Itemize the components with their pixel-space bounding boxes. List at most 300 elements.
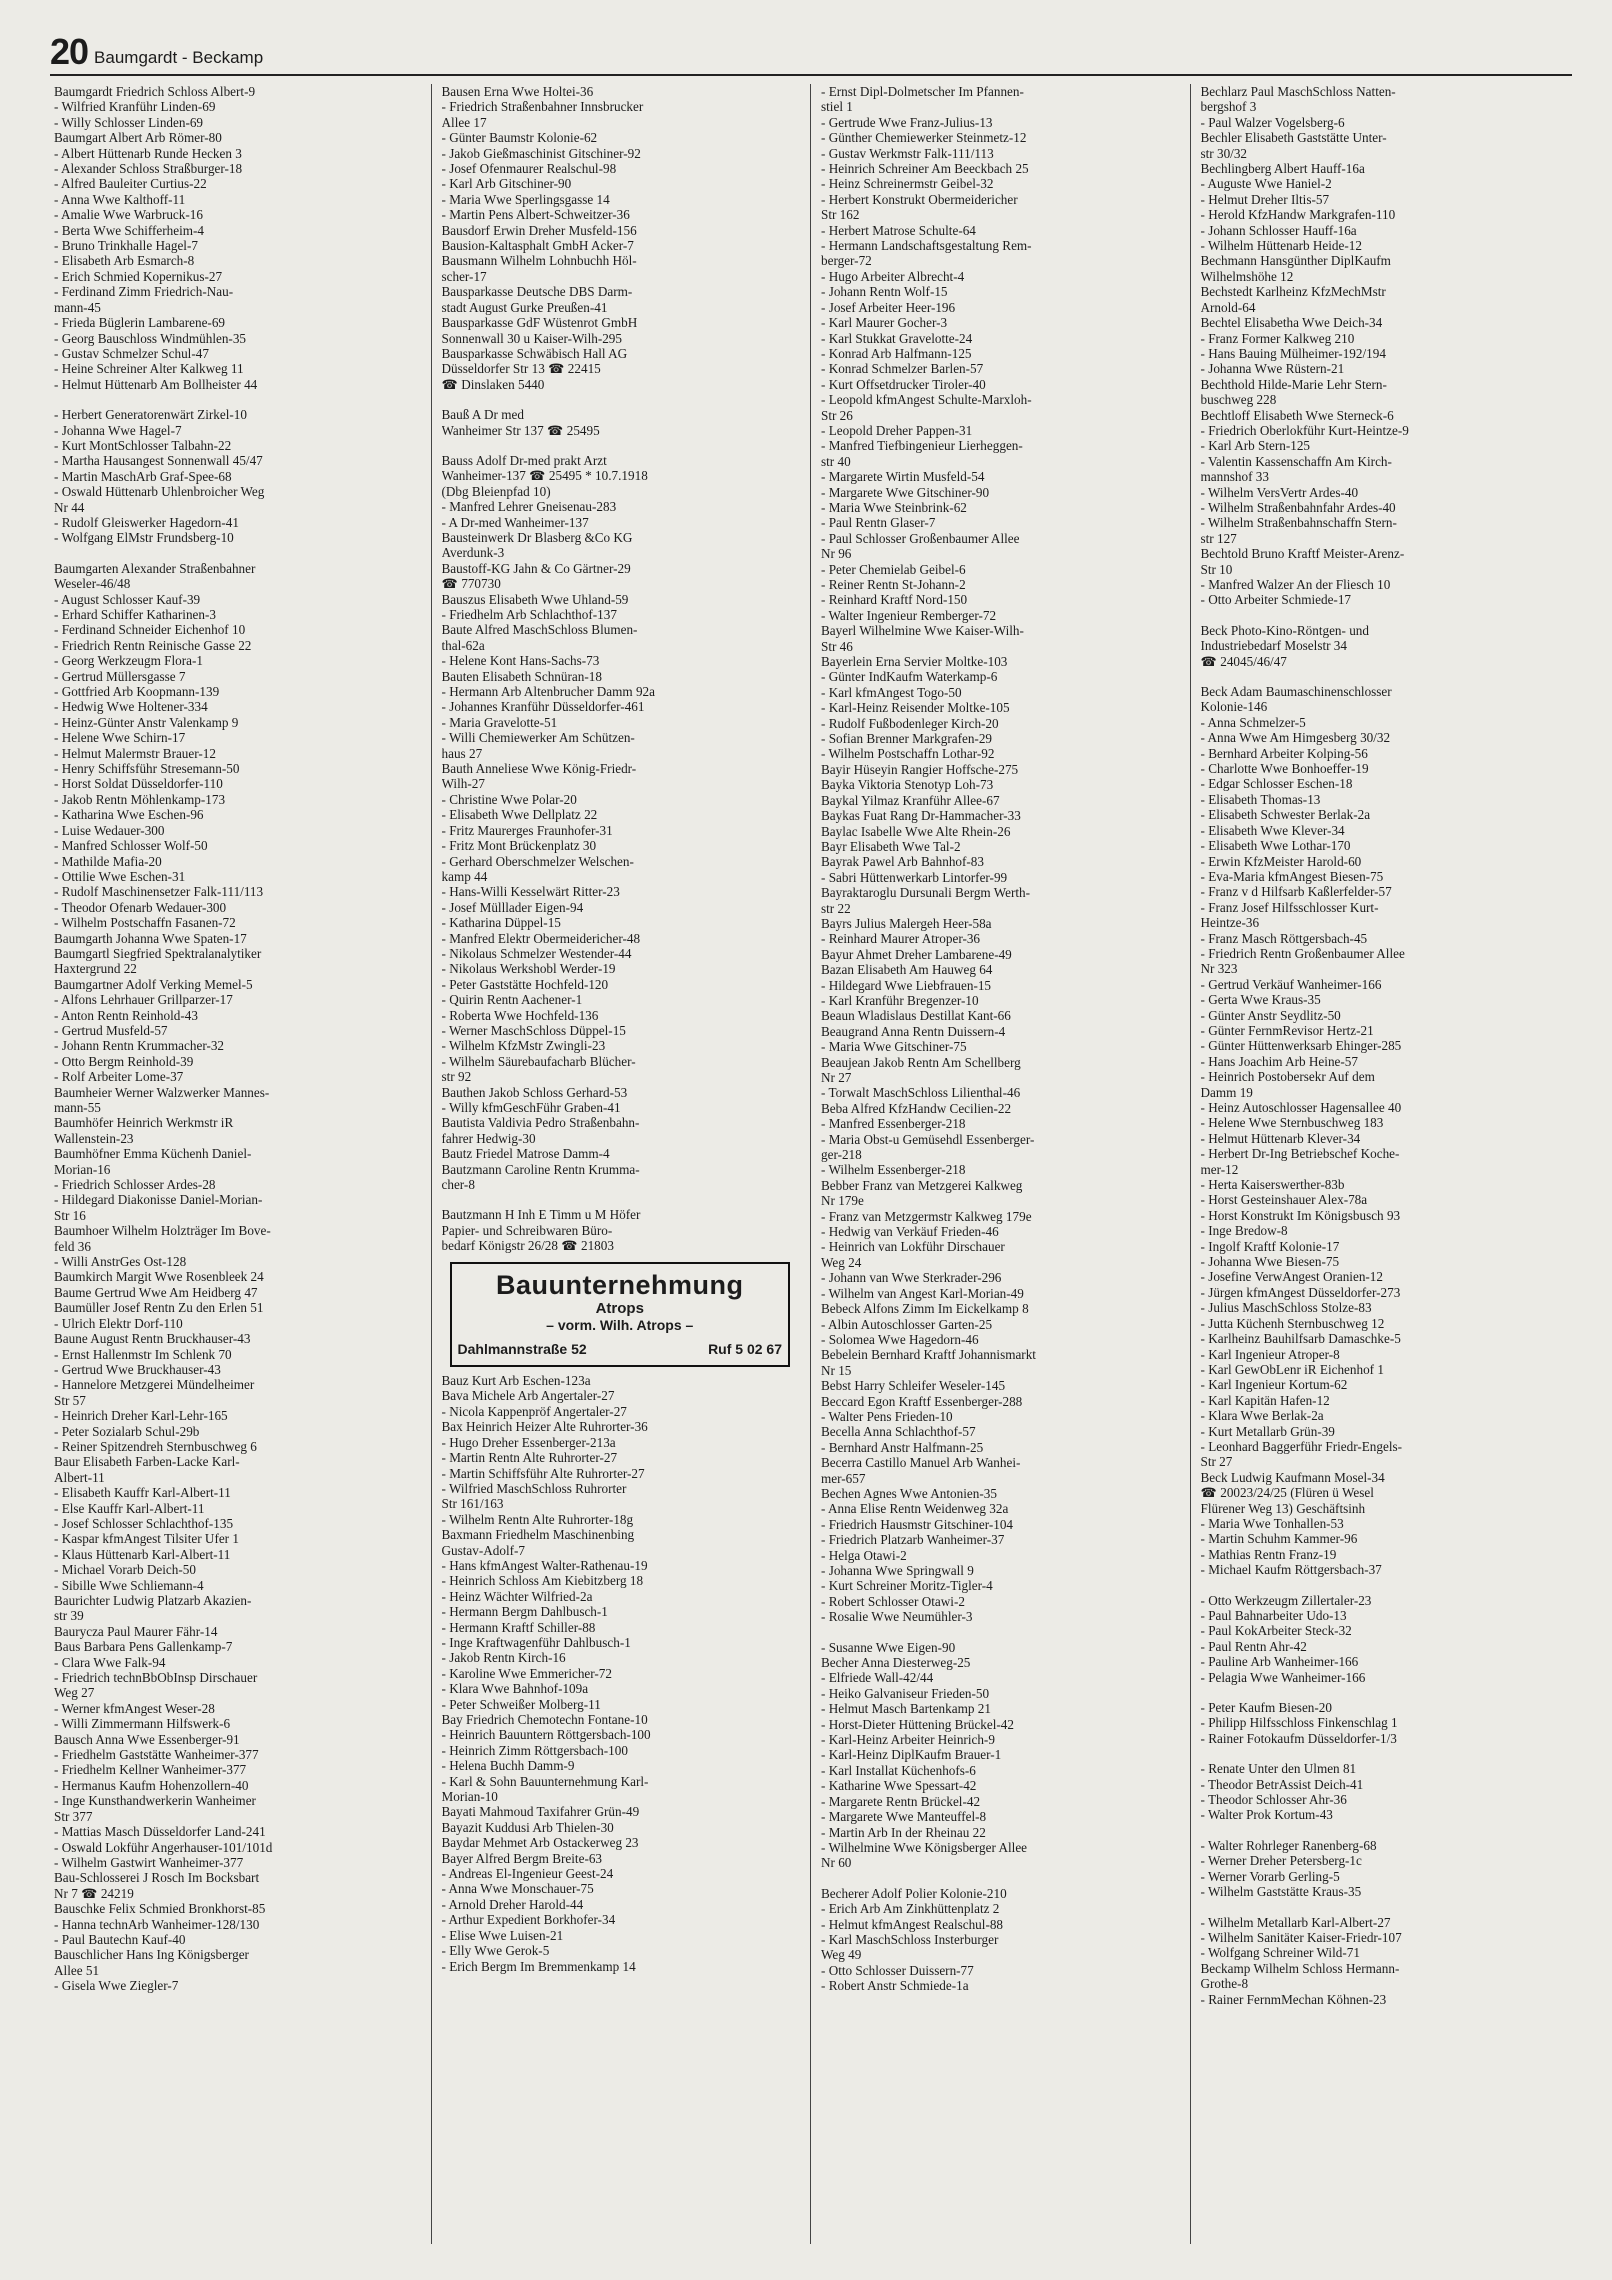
directory-entry: - Otto Werkzeugm Zillertaler-23 xyxy=(1200,1592,1372,1608)
directory-entry: Haxtergrund 22 xyxy=(54,961,137,977)
directory-entry: - Jakob Rentn Kirch-16 xyxy=(441,1650,566,1666)
directory-entry: - Franz Masch Röttgersbach-45 xyxy=(1200,930,1368,946)
directory-entry: Kolonie-146 xyxy=(1200,699,1268,715)
directory-entry: - Gertrud Wwe Bruckhauser-43 xyxy=(54,1361,221,1377)
directory-entry: - Martin MaschArb Graf-Spee-68 xyxy=(54,468,232,484)
directory-entry: - Herta Kaiserswerther-83b xyxy=(1200,1177,1345,1193)
directory-entry: - Heiko Galvaniseur Frieden-50 xyxy=(821,1685,990,1701)
directory-entry: - Wilhelm Säurebaufacharb Blücher- xyxy=(441,1053,636,1069)
directory-entry: - Reinhard Maurer Atroper-36 xyxy=(821,931,981,947)
directory-entry: - Wilhelm Gastwirt Wanheimer-377 xyxy=(54,1854,244,1870)
directory-entry: Bautista Valdivia Pedro Straßenbahn- xyxy=(441,1115,640,1131)
directory-entry: str 40 xyxy=(821,453,851,469)
directory-entry: - Michael Vorarb Deich-50 xyxy=(54,1562,196,1578)
directory-entry: Beaun Wladislaus Destillat Kant-66 xyxy=(821,1008,1011,1024)
spacer xyxy=(1201,1746,1563,1761)
directory-entry: - Konrad Schmelzer Barlen-57 xyxy=(821,361,984,377)
directory-entry: - Margarete Wwe Manteuffel-8 xyxy=(821,1809,987,1825)
directory-entry: - Mathias Rentn Franz-19 xyxy=(1200,1546,1337,1562)
directory-entry: Bayka Viktoria Stenotyp Loh-73 xyxy=(821,777,994,793)
directory-entry: Heintze-36 xyxy=(1200,915,1260,931)
spacer xyxy=(54,392,423,407)
directory-entry: ☎ 20023/24/25 (Flüren ü Wesel xyxy=(1200,1485,1374,1501)
directory-entry: - Günter IndKaufm Waterkamp-6 xyxy=(821,669,998,685)
directory-entry: Sonnenwall 30 u Kaiser-Wilh-295 xyxy=(441,330,622,346)
directory-entry: - Luise Wedauer-300 xyxy=(54,822,165,838)
directory-entry: - Peter Kaufm Biesen-20 xyxy=(1200,1700,1332,1716)
spacer xyxy=(54,546,423,561)
directory-entry: - Nicola Kappenpröf Angertaler-27 xyxy=(441,1403,627,1419)
directory-entry: - Theodor Schlosser Ahr-36 xyxy=(1200,1792,1347,1808)
directory-entry: - Martin Rentn Alte Ruhrorter-27 xyxy=(441,1450,618,1466)
directory-entry: - Anna Wwe Kalthoff-11 xyxy=(54,191,186,207)
directory-entry: ☎ 770730 xyxy=(441,576,501,592)
directory-entry: - Rolf Arbeiter Lome-37 xyxy=(54,1069,184,1085)
directory-entry: - Valentin Kassenschaffn Am Kirch- xyxy=(1200,453,1392,469)
directory-entry: Baykal Yilmaz Kranführ Allee-67 xyxy=(821,792,1000,808)
directory-entry: fahrer Hedwig-30 xyxy=(441,1130,536,1146)
directory-entry: - Ingolf Kraftf Kolonie-17 xyxy=(1200,1238,1340,1254)
directory-entry: - Friedrich Straßenbahner Innsbrucker xyxy=(441,99,644,115)
directory-entry: Bechstedt Karlheinz KfzMechMstr xyxy=(1200,284,1386,300)
directory-entry: - Charlotte Wwe Bonhoeffer-19 xyxy=(1200,761,1369,777)
directory-entry: Becherer Adolf Polier Kolonie-210 xyxy=(821,1885,1007,1901)
directory-entry: - Horst Konstrukt Im Königsbusch 93 xyxy=(1200,1207,1401,1223)
directory-entry: - Amalie Wwe Warbruck-16 xyxy=(54,207,203,223)
directory-entry: Baumgartl Siegfried Spektralanalytiker xyxy=(54,945,262,961)
header-rule xyxy=(50,74,1572,76)
directory-entry: - Elfriede Wall-42/44 xyxy=(821,1670,934,1686)
directory-entry: - Anna Schmelzer-5 xyxy=(1200,714,1306,730)
directory-entry: - Berta Wwe Schifferheim-4 xyxy=(54,222,205,238)
directory-entry: - Gerta Wwe Kraus-35 xyxy=(1200,992,1321,1008)
directory-entry: - Gustav Schmelzer Schul-47 xyxy=(54,345,209,361)
directory-entry: - Friedrich Hausmstr Gitschiner-104 xyxy=(821,1516,1014,1532)
directory-entry: - Karlheinz Bauhilfsarb Damaschke-5 xyxy=(1200,1331,1401,1347)
directory-entry: - Oswald Hüttenarb Uhlenbroicher Weg xyxy=(54,484,265,500)
directory-entry: Bausparkasse Deutsche DBS Darm- xyxy=(441,284,633,300)
ad-company: Atrops xyxy=(595,1299,644,1317)
directory-entry: Weseler-46/48 xyxy=(54,576,131,592)
directory-entry: - Arthur Expedient Borkhofer-34 xyxy=(441,1912,616,1928)
directory-entry: - Franz van Metzgermstr Kalkweg 179e xyxy=(821,1208,1032,1224)
directory-entry: Bechtel Elisabetha Wwe Deich-34 xyxy=(1200,315,1383,331)
directory-entry: - Karl Stukkat Gravelotte-24 xyxy=(821,330,973,346)
directory-entry: - Hugo Arbeiter Albrecht-4 xyxy=(821,268,965,284)
directory-entry: - Albert Hüttenarb Runde Hecken 3 xyxy=(54,145,242,161)
directory-entry: - Erwin KfzMeister Harold-60 xyxy=(1200,853,1362,869)
directory-entry: - Heine Schreiner Alter Kalkweg 11 xyxy=(54,361,244,377)
directory-entry: Morian-16 xyxy=(54,1161,111,1177)
directory-entry: - Konrad Arb Halfmann-125 xyxy=(821,345,972,361)
ad-address: Dahlmannstraße 52 xyxy=(457,1340,587,1357)
directory-entry: - Wilhelm Rentn Alte Ruhrorter-18g xyxy=(441,1511,634,1527)
directory-entry: - Günter FernmRevisor Hertz-21 xyxy=(1200,1022,1374,1038)
directory-entry: - Helmut kfmAngest Realschul-88 xyxy=(821,1916,1004,1932)
directory-entry: - Manfred Lehrer Gneisenau-283 xyxy=(441,499,617,515)
directory-entry: - Hans-Willi Kesselwärt Ritter-23 xyxy=(441,884,620,900)
directory-entry: - Ferdinand Zimm Friedrich-Nau- xyxy=(54,284,234,300)
directory-entry: - Gerhard Oberschmelzer Welschen- xyxy=(441,853,634,869)
directory-entry: - Hugo Dreher Essenberger-213a xyxy=(441,1434,616,1450)
directory-entry: Baune August Rentn Bruckhauser-43 xyxy=(54,1331,251,1347)
directory-entry: Wanheimer Str 137 ☎ 25495 xyxy=(441,422,600,438)
directory-entry: - Manfred Elektr Obermeidericher-48 xyxy=(441,930,641,946)
directory-entry: Nr 44 xyxy=(54,499,85,515)
directory-entry: - Alfred Bauleiter Curtius-22 xyxy=(54,176,207,192)
directory-entry: Beba Alfred KfzHandw Cecilien-22 xyxy=(821,1100,1012,1116)
directory-entry: - Kurt MontSchlosser Talbahn-22 xyxy=(54,437,232,453)
directory-entry: - Willi AnstrGes Ost-128 xyxy=(54,1254,187,1270)
directory-entry: - Rudolf Fußbodenleger Kirch-20 xyxy=(821,715,999,731)
directory-entry: Allee 17 xyxy=(441,114,487,130)
directory-entry: Bausmann Wilhelm Lohnbuchh Höl- xyxy=(441,253,637,269)
directory-entry: - Günter Hüttenwerksarb Ehinger-285 xyxy=(1200,1038,1402,1054)
directory-entry: - Karl-Heinz Reisender Moltke-105 xyxy=(821,700,1010,716)
directory-entry: - Helene Wwe Sternbuschweg 183 xyxy=(1200,1115,1384,1131)
directory-entry: - Rudolf Gleiswerker Hagedorn-41 xyxy=(54,514,239,530)
directory-entry: - Georg Werkzeugm Flora-1 xyxy=(54,653,203,669)
directory-entry: - Friedrich Schlosser Ardes-28 xyxy=(54,1177,216,1193)
directory-entry: Baurichter Ludwig Platzarb Akazien- xyxy=(54,1593,252,1608)
directory-entry: - Wilhelm Metallarb Karl-Albert-27 xyxy=(1200,1914,1391,1930)
directory-entry: Baumgardt Friedrich Schloss Albert-9 xyxy=(54,84,256,99)
directory-entry: - Johanna Wwe Rüstern-21 xyxy=(1200,361,1345,377)
directory-entry: - Fritz Maurerges Fraunhofer-31 xyxy=(441,822,613,838)
directory-entry: Bay Friedrich Chemotechn Fontane-10 xyxy=(441,1712,648,1727)
directory-entry: - Theodor Ofenarb Wedauer-300 xyxy=(54,899,227,915)
directory-entry: - Elisabeth Wwe Klever-34 xyxy=(1200,822,1345,838)
directory-entry: - Erich Arb Am Zinkhüttenplatz 2 xyxy=(821,1901,1000,1917)
directory-entry: Bauszus Elisabeth Wwe Uhland-59 xyxy=(441,591,629,607)
directory-entry: Bausparkasse Schwäbisch Hall AG xyxy=(441,345,628,361)
directory-entry: ger-218 xyxy=(821,1147,862,1163)
directory-entry: - Heinrich Bauuntern Röttgersbach-100 xyxy=(441,1727,651,1743)
directory-entry: Bayraktaroglu Dursunali Bergm Werth- xyxy=(821,885,1031,901)
directory-entry: Bauz Kurt Arb Eschen-123a xyxy=(441,1373,591,1389)
directory-entry: Damm 19 xyxy=(1200,1084,1253,1100)
directory-entry: - Johanna Wwe Hagel-7 xyxy=(54,422,182,438)
column-2 xyxy=(432,84,812,2244)
directory-entry: - Hans Joachim Arb Heine-57 xyxy=(1200,1053,1358,1069)
directory-entry: - Willy kfmGeschFühr Graben-41 xyxy=(441,1100,621,1115)
directory-entry: Albert-11 xyxy=(54,1469,105,1485)
directory-entry: stiel 1 xyxy=(821,99,853,115)
spacer xyxy=(442,438,803,453)
directory-entry: Baumgart Albert Arb Römer-80 xyxy=(54,130,222,146)
column-3 xyxy=(811,84,1191,2244)
directory-entry: Bechtloff Elisabeth Wwe Sterneck-6 xyxy=(1200,407,1394,423)
directory-entry: - Klara Wwe Bahnhof-109a xyxy=(441,1681,589,1697)
directory-entry: mer-12 xyxy=(1200,1161,1239,1177)
directory-entry: - Margarete Wirtin Musfeld-54 xyxy=(821,469,985,485)
directory-entry: Bayr Elisabeth Wwe Tal-2 xyxy=(821,838,961,854)
directory-entry: - Auguste Wwe Haniel-2 xyxy=(1200,176,1332,192)
directory-entry: - Anna Elise Rentn Weidenweg 32a xyxy=(821,1501,1009,1517)
directory-entry: Nr 96 xyxy=(821,546,852,562)
directory-entry: Bayati Mahmoud Taxifahrer Grün-49 xyxy=(441,1804,640,1820)
directory-entry: - Friedhelm Arb Schlachthof-137 xyxy=(441,607,617,622)
directory-entry: - Günter Anstr Seydlitz-50 xyxy=(1200,1007,1341,1023)
directory-entry: - Karl & Sohn Bauunternehmung Karl- xyxy=(441,1773,649,1789)
directory-entry: - Elisabeth Thomas-13 xyxy=(1200,791,1321,807)
directory-entry: - Hermann Landschaftsgestaltung Rem- xyxy=(821,238,1032,254)
directory-entry: - Friedhelm Kellner Wanheimer-377 xyxy=(54,1762,247,1778)
directory-entry: - Jürgen kfmAngest Düsseldorfer-273 xyxy=(1200,1284,1401,1300)
directory-entry: - Inge Kunsthandwerkerin Wanheimer xyxy=(54,1793,256,1809)
directory-entry: - Horst Gesteinshauer Alex-78a xyxy=(1200,1192,1368,1208)
directory-entry: Baumheier Werner Walzwerker Mannes- xyxy=(54,1084,270,1100)
directory-entry: - Heinz Autoschlosser Hagensallee 40 xyxy=(1200,1100,1402,1115)
directory-entry: ☎ 24045/46/47 xyxy=(1200,653,1287,669)
directory-entry: Bausparkasse GdF Wüstenrot GmbH xyxy=(441,315,638,331)
directory-entry: - Peter Schweißer Molberg-11 xyxy=(441,1696,601,1712)
directory-entry: - Hermanus Kaufm Hohenzollern-40 xyxy=(54,1777,249,1793)
directory-entry: - Martin Pens Albert-Schweitzer-36 xyxy=(441,207,630,223)
directory-entry: - Hedwig van Verkäuf Frieden-46 xyxy=(821,1224,999,1240)
ad-title: Bauunternehmung xyxy=(496,1269,744,1300)
directory-entry: Bauschlicher Hans Ing Königsberger xyxy=(54,1947,249,1963)
directory-entry: - Wilhelm Postschaffn Lothar-92 xyxy=(821,746,995,762)
directory-entry: - Günther Chemiewerker Steinmetz-12 xyxy=(821,130,1027,146)
directory-entry: - Georg Bauschloss Windmühlen-35 xyxy=(54,330,247,346)
directory-entry: - Erich Bergm Im Bremmenkamp 14 xyxy=(441,1958,636,1974)
directory-entry: - Karl MaschSchloss Insterburger xyxy=(821,1931,999,1947)
directory-entry: - Karl Maurer Gocher-3 xyxy=(821,315,948,331)
directory-entry: - Heinrich Schloss Am Kiebitzberg 18 xyxy=(441,1573,644,1589)
directory-entry: - Johannes Kranführ Düsseldorfer-461 xyxy=(441,699,645,715)
directory-entry: - Josef Mülllader Eigen-94 xyxy=(441,899,584,915)
directory-entry: Baute Alfred MaschSchloss Blumen- xyxy=(441,622,638,638)
directory-entry: mer-657 xyxy=(821,1470,866,1486)
directory-entry: Bechlarz Paul MaschSchloss Natten- xyxy=(1200,84,1396,99)
directory-entry: - Andreas El-Ingenieur Geest-24 xyxy=(441,1866,614,1882)
directory-entry: - Reiner Spitzendreh Sternbuschweg 6 xyxy=(54,1438,257,1454)
directory-entry: - Pelagia Wwe Wanheimer-166 xyxy=(1200,1669,1366,1685)
spacer xyxy=(1201,608,1563,623)
directory-entry: - Wilhelm Hüttenarb Heide-12 xyxy=(1200,238,1362,254)
directory-entry: stadt August Gurke Preußen-41 xyxy=(441,299,608,315)
directory-entry: - Josef Ofenmaurer Realschul-98 xyxy=(441,161,617,177)
directory-entry: Bautzmann Caroline Rentn Krumma- xyxy=(441,1161,640,1177)
directory-entry: - Herold KfzHandw Markgrafen-110 xyxy=(1200,207,1396,223)
directory-entry: - Jutta Küchenh Sternbuschweg 12 xyxy=(1200,1315,1385,1331)
spacer xyxy=(1201,1823,1563,1838)
directory-entry: - Kaspar kfmAngest Tilsiter Ufer 1 xyxy=(54,1531,239,1547)
directory-entry: - Martha Hausangest Sonnenwall 45/47 xyxy=(54,453,263,469)
directory-entry: - Eva-Maria kfmAngest Biesen-75 xyxy=(1200,868,1384,884)
directory-entry: - Herbert Dr-Ing Betriebschef Koche- xyxy=(1200,1146,1400,1162)
directory-entry: Nr 7 ☎ 24219 xyxy=(54,1885,134,1901)
directory-entry: - Christine Wwe Polar-20 xyxy=(441,791,577,807)
directory-entry: Bauschke Felix Schmied Bronkhorst-85 xyxy=(54,1901,266,1917)
directory-entry: - Ernst Hallenmstr Im Schlenk 70 xyxy=(54,1346,232,1362)
directory-entry: Nr 60 xyxy=(821,1855,852,1871)
directory-entry: str 92 xyxy=(441,1069,472,1085)
directory-entry: Baumhöfner Emma Küchenh Daniel- xyxy=(54,1146,252,1162)
directory-entry: - Helene Wwe Schirn-17 xyxy=(54,730,186,746)
directory-entry: - Clara Wwe Falk-94 xyxy=(54,1654,166,1670)
directory-entry: - Rosalie Wwe Neumühler-3 xyxy=(821,1609,973,1625)
directory-entry: - Franz Former Kalkweg 210 xyxy=(1200,330,1355,346)
directory-entry: Becella Anna Schlachthof-57 xyxy=(821,1424,976,1440)
directory-entry: - Manfred Schlosser Wolf-50 xyxy=(54,838,208,854)
directory-entry: - Martin Schiffsführ Alte Ruhrorter-27 xyxy=(441,1465,645,1481)
directory-entry: - Alexander Schloss Straßburger-18 xyxy=(54,161,243,177)
directory-entry: - Edgar Schlosser Eschen-18 xyxy=(1200,776,1353,792)
directory-entry: - Helmut Dreher Iltis-57 xyxy=(1200,191,1330,207)
directory-entry: Bebst Harry Schleifer Weseler-145 xyxy=(821,1378,1006,1394)
directory-entry: Bausion-Kaltasphalt GmbH Acker-7 xyxy=(441,238,634,254)
directory-entry: Baus Barbara Pens Gallenkamp-7 xyxy=(54,1639,233,1655)
directory-entry: mann-55 xyxy=(54,1100,101,1115)
directory-entry: - Friedhelm Gaststätte Wanheimer-377 xyxy=(54,1747,259,1763)
directory-entry: Bayerlein Erna Servier Moltke-103 xyxy=(821,654,1008,670)
directory-entry: - Wilhelm Straßenbahnschaffn Stern- xyxy=(1200,515,1397,531)
directory-entry: Baumgartner Adolf Verking Memel-5 xyxy=(54,976,253,992)
directory-entry: Gustav-Adolf-7 xyxy=(441,1542,526,1558)
directory-entry: - Wilhelm KfzMstr Zwingli-23 xyxy=(441,1038,606,1054)
directory-entry: Bechlingberg Albert Hauff-16a xyxy=(1200,161,1365,177)
directory-entry: - Willi Zimmermann Hilfswerk-6 xyxy=(54,1716,231,1732)
directory-entry: Bazan Elisabeth Am Hauweg 64 xyxy=(821,962,993,978)
directory-entry: - Ulrich Elektr Dorf-110 xyxy=(54,1315,183,1331)
directory-entry: - Heinrich Schreiner Am Beeckbach 25 xyxy=(821,161,1029,177)
directory-entry: Bechthold Hilde-Marie Lehr Stern- xyxy=(1200,376,1387,392)
page-number: 20 xyxy=(50,31,89,72)
directory-entry: Bauß A Dr med xyxy=(441,407,524,423)
directory-entry: - Heinrich Zimm Röttgersbach-100 xyxy=(441,1742,628,1758)
directory-entry: - Willi Chemiewerker Am Schützen- xyxy=(441,730,635,746)
directory-entry: Beaujean Jakob Rentn Am Schellberg xyxy=(821,1054,1021,1070)
directory-entry: - Paul Bahnarbeiter Udo-13 xyxy=(1200,1608,1347,1623)
directory-entry: - Kurt Metallarb Grün-39 xyxy=(1200,1423,1335,1439)
directory-entry: - Nikolaus Werkshobl Werder-19 xyxy=(441,961,616,977)
directory-entry: Bechtold Bruno Kraftf Meister-Arenz- xyxy=(1200,546,1405,562)
directory-entry: - Johanna Wwe Biesen-75 xyxy=(1200,1254,1340,1270)
directory-entry: Baumhöfer Heinrich Werkmstr iR xyxy=(54,1115,234,1131)
directory-entry: - Wolfgang ElMstr Frundsberg-10 xyxy=(54,530,234,546)
directory-entry: - Johanna Wwe Springwall 9 xyxy=(821,1563,974,1578)
directory-entry: - Friedrich Rentn Reinische Gasse 22 xyxy=(54,637,252,653)
column-4 xyxy=(1191,84,1571,2244)
directory-entry: - Wilhelm Essenberger-218 xyxy=(821,1162,966,1178)
directory-entry: - Quirin Rentn Aachener-1 xyxy=(441,992,583,1008)
directory-entry: - Hans kfmAngest Walter-Rathenau-19 xyxy=(441,1557,648,1573)
directory-entry: - Anna Wwe Am Himgesberg 30/32 xyxy=(1200,730,1391,746)
directory-entry: - Johann Schlosser Hauff-16a xyxy=(1200,222,1357,238)
directory-entry: Str 161/163 xyxy=(441,1496,504,1512)
directory-entry: - Karl-Heinz DiplKaufm Brauer-1 xyxy=(821,1747,1002,1763)
directory-entry: - Hermann Arb Altenbrucher Damm 92a xyxy=(441,684,655,700)
page-header xyxy=(50,30,1572,70)
directory-entry: - Ernst Dipl-Dolmetscher Im Pfannen- xyxy=(821,84,1024,99)
directory-entry: - Horst Soldat Düsseldorfer-110 xyxy=(54,776,223,792)
directory-entry: Bechen Agnes Wwe Antonien-35 xyxy=(821,1485,997,1501)
directory-entry: - Wilhelm Gaststätte Kraus-35 xyxy=(1200,1884,1362,1900)
directory-entry: Str 162 xyxy=(821,207,860,223)
directory-entry: str 39 xyxy=(54,1608,84,1624)
directory-entry: - Peter Chemielab Geibel-6 xyxy=(821,561,966,577)
directory-entry: - Helga Otawi-2 xyxy=(821,1547,907,1563)
directory-entry: Weg 24 xyxy=(821,1254,862,1270)
directory-columns xyxy=(52,84,1570,2244)
directory-entry: - Martin Arb In der Rheinau 22 xyxy=(821,1824,986,1840)
directory-entry: Nr 15 xyxy=(821,1362,852,1378)
directory-entry: - Otto Arbeiter Schmiede-17 xyxy=(1200,592,1352,608)
directory-entry: - Alfons Lehrhauer Grillparzer-17 xyxy=(54,992,233,1008)
directory-entry: - Nikolaus Schmelzer Westender-44 xyxy=(441,945,632,961)
directory-entry: - Karl Arb Stern-125 xyxy=(1200,438,1311,454)
directory-entry: Bauth Anneliese Wwe König-Friedr- xyxy=(441,761,637,777)
directory-entry: - Jakob Gießmaschinist Gitschiner-92 xyxy=(441,145,641,161)
directory-entry: Baur Elisabeth Farben-Lacke Karl- xyxy=(54,1454,240,1470)
directory-entry: Bautzmann H Inh E Timm u M Höfer xyxy=(441,1207,641,1223)
directory-entry: - Margarete Wwe Gitschiner-90 xyxy=(821,484,990,500)
directory-entry: - Werner MaschSchloss Düppel-15 xyxy=(441,1022,626,1038)
directory-entry: - Hedwig Wwe Holtener-334 xyxy=(54,699,208,715)
directory-entry: - Elisabeth Arb Esmarch-8 xyxy=(54,253,195,269)
directory-entry: scher-17 xyxy=(441,268,487,284)
directory-entry: Beck Adam Baumaschinenschlosser xyxy=(1200,684,1392,700)
spacer xyxy=(821,1871,1182,1886)
directory-entry: - Theodor BetrAssist Deich-41 xyxy=(1200,1776,1364,1792)
directory-entry: str 30/32 xyxy=(1200,145,1248,161)
directory-entry: - Paul Rentn Ahr-42 xyxy=(1200,1638,1307,1654)
directory-entry: - Klara Wwe Berlak-2a xyxy=(1200,1408,1324,1424)
directory-entry: - Gottfried Arb Koopmann-139 xyxy=(54,684,220,700)
directory-entry: - Manfred Walzer An der Fliesch 10 xyxy=(1200,577,1391,592)
directory-entry: - Anton Rentn Reinhold-43 xyxy=(54,1007,198,1023)
directory-entry: - Maria Wwe Steinbrink-62 xyxy=(821,499,967,515)
directory-entry: - Jakob Rentn Möhlenkamp-173 xyxy=(54,791,226,807)
directory-entry: - Heinrich van Lokführ Dirschauer xyxy=(821,1239,1005,1255)
directory-entry: - Karl Installat Küchenhofs-6 xyxy=(821,1762,976,1778)
directory-entry: Baumüller Josef Rentn Zu den Erlen 51 xyxy=(54,1300,264,1316)
directory-entry: - Sabri Hüttenwerkarb Lintorfer-99 xyxy=(821,869,1008,885)
directory-entry: - Maria Wwe Tonhallen-53 xyxy=(1200,1515,1344,1531)
directory-entry: - Reiner Rentn St-Johann-2 xyxy=(821,577,966,592)
directory-entry: feld 36 xyxy=(54,1238,91,1254)
directory-entry: ☎ Dinslaken 5440 xyxy=(441,376,545,392)
directory-entry: - Oswald Lokführ Angerhauser-101/101d xyxy=(54,1839,273,1855)
directory-entry: Allee 51 xyxy=(54,1962,100,1978)
directory-entry: Str 26 xyxy=(821,407,853,423)
directory-entry: - Inge Bredow-8 xyxy=(1200,1223,1288,1239)
directory-entry: - Friedrich Oberlokführ Kurt-Heintze-9 xyxy=(1200,422,1409,438)
directory-entry: - Katharine Wwe Spessart-42 xyxy=(821,1778,977,1794)
directory-entry: - Michael Kaufm Röttgersbach-37 xyxy=(1200,1562,1382,1578)
directory-entry: - Wilhelm van Angest Karl-Morian-49 xyxy=(821,1285,1024,1301)
directory-entry: - Wilhelm Sanitäter Kaiser-Friedr-107 xyxy=(1200,1929,1402,1945)
directory-entry: - Bernhard Anstr Halfmann-25 xyxy=(821,1439,984,1455)
directory-entry: - Herbert Generatorenwärt Zirkel-10 xyxy=(54,407,247,423)
directory-entry: - Inge Kraftwagenführ Dahlbusch-1 xyxy=(441,1634,631,1650)
directory-entry: Bausdorf Erwin Dreher Musfeld-156 xyxy=(441,222,637,238)
directory-entry: Wilhelmshöhe 12 xyxy=(1200,268,1294,284)
directory-entry: - Willy Schlosser Linden-69 xyxy=(54,114,204,130)
directory-entry: - Walter Ingenieur Remberger-72 xyxy=(821,607,997,623)
directory-entry: cher-8 xyxy=(441,1177,475,1193)
directory-entry: Baume Gertrud Wwe Am Heidberg 47 xyxy=(54,1284,258,1300)
directory-entry: - Bernhard Arbeiter Kolping-56 xyxy=(1200,745,1368,761)
directory-entry: - Elise Wwe Luisen-21 xyxy=(441,1927,564,1943)
directory-entry: - Leopold Dreher Pappen-31 xyxy=(821,422,973,438)
column-1 xyxy=(52,84,432,2244)
directory-entry: Nr 323 xyxy=(1200,961,1238,977)
directory-entry: bedarf Königstr 26/28 ☎ 21803 xyxy=(441,1238,614,1254)
directory-entry: - Heinrich Dreher Karl-Lehr-165 xyxy=(54,1408,228,1424)
